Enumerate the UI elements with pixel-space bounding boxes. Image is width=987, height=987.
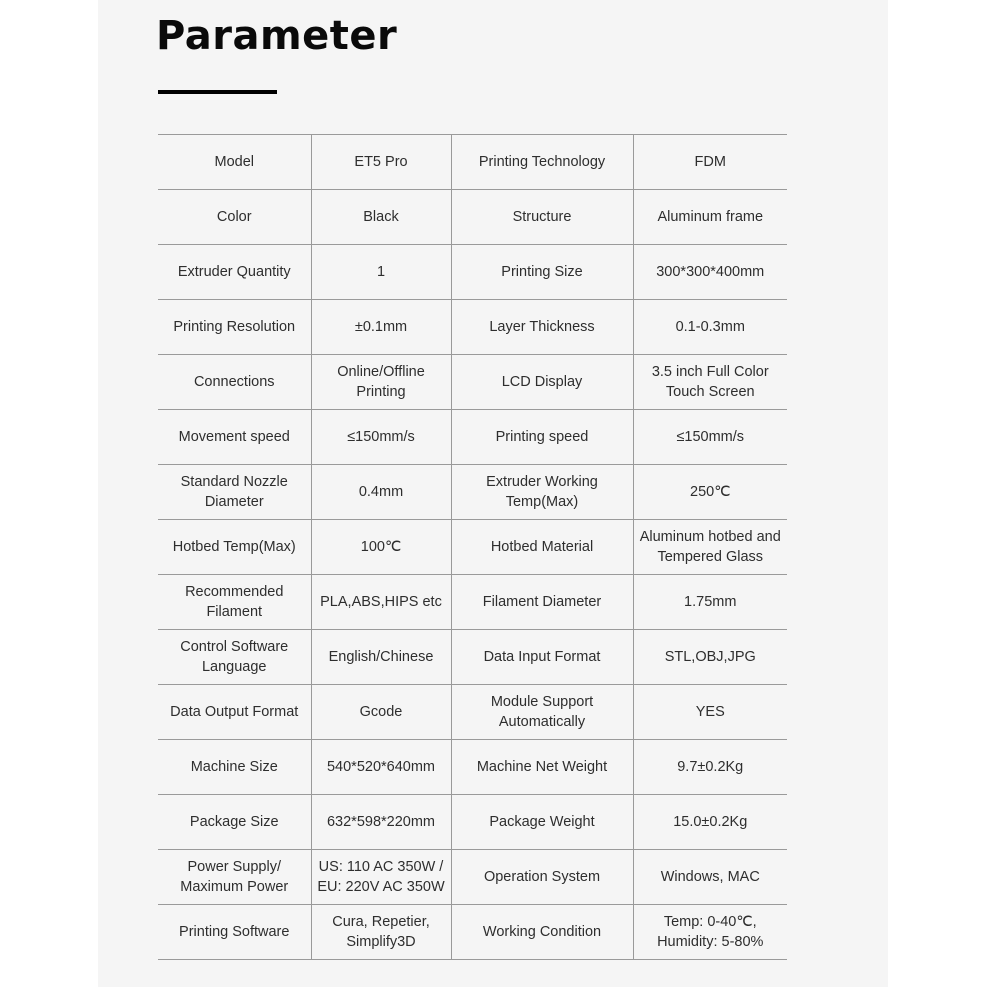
spec-label: Printing Resolution <box>158 300 311 355</box>
spec-label: Working Condition <box>451 905 633 960</box>
spec-value: YES <box>633 685 787 740</box>
spec-value: 3.5 inch Full Color Touch Screen <box>633 355 787 410</box>
spec-label: Movement speed <box>158 410 311 465</box>
table-row <box>158 575 787 630</box>
spec-value: ≤150mm/s <box>311 410 451 465</box>
table-row <box>158 465 787 520</box>
spec-label: Connections <box>158 355 311 410</box>
spec-label: Machine Size <box>158 740 311 795</box>
spec-label: Data Output Format <box>158 685 311 740</box>
parameter-table-body <box>158 135 787 960</box>
spec-value: 1 <box>311 245 451 300</box>
spec-label: Data Input Format <box>451 630 633 685</box>
spec-label: Color <box>158 190 311 245</box>
table-row <box>158 795 787 850</box>
spec-label: Printing speed <box>451 410 633 465</box>
spec-label: Standard Nozzle Diameter <box>158 465 311 520</box>
spec-label: LCD Display <box>451 355 633 410</box>
spec-label: Control Software Language <box>158 630 311 685</box>
spec-value: 100℃ <box>311 520 451 575</box>
spec-value: 250℃ <box>633 465 787 520</box>
spec-value: ±0.1mm <box>311 300 451 355</box>
spec-label: Package Weight <box>451 795 633 850</box>
table-row <box>158 740 787 795</box>
table-row <box>158 410 787 465</box>
page-title: Parameter <box>156 13 398 59</box>
parameter-table <box>158 134 787 960</box>
table-row <box>158 245 787 300</box>
table-row <box>158 905 787 960</box>
spec-label: Printing Size <box>451 245 633 300</box>
table-row <box>158 685 787 740</box>
spec-value: Windows, MAC <box>633 850 787 905</box>
spec-label: Structure <box>451 190 633 245</box>
spec-value: Gcode <box>311 685 451 740</box>
spec-label: Model <box>158 135 311 190</box>
spec-value: STL,OBJ,JPG <box>633 630 787 685</box>
spec-label: Power Supply/ Maximum Power <box>158 850 311 905</box>
spec-value: Aluminum frame <box>633 190 787 245</box>
spec-value: PLA,ABS,HIPS etc <box>311 575 451 630</box>
spec-value: US: 110 AC 350W / EU: 220V AC 350W <box>311 850 451 905</box>
spec-label: Hotbed Temp(Max) <box>158 520 311 575</box>
spec-value: 300*300*400mm <box>633 245 787 300</box>
spec-label: Machine Net Weight <box>451 740 633 795</box>
spec-value: FDM <box>633 135 787 190</box>
spec-label: Recommended Filament <box>158 575 311 630</box>
spec-value: Aluminum hotbed and Tempered Glass <box>633 520 787 575</box>
table-row <box>158 520 787 575</box>
table-row <box>158 135 787 190</box>
spec-label: Module Support Automatically <box>451 685 633 740</box>
spec-value: ≤150mm/s <box>633 410 787 465</box>
spec-label: Extruder Working Temp(Max) <box>451 465 633 520</box>
spec-label: Layer Thickness <box>451 300 633 355</box>
spec-value: Temp: 0-40℃, Humidity: 5-80% <box>633 905 787 960</box>
table-row <box>158 850 787 905</box>
spec-label: Extruder Quantity <box>158 245 311 300</box>
table-row <box>158 355 787 410</box>
spec-label: Printing Technology <box>451 135 633 190</box>
spec-value: 1.75mm <box>633 575 787 630</box>
spec-label: Printing Software <box>158 905 311 960</box>
spec-value: 0.1-0.3mm <box>633 300 787 355</box>
spec-value: 632*598*220mm <box>311 795 451 850</box>
title-underline <box>158 90 277 94</box>
spec-value: 0.4mm <box>311 465 451 520</box>
spec-label: Filament Diameter <box>451 575 633 630</box>
spec-value: 540*520*640mm <box>311 740 451 795</box>
spec-value: ET5 Pro <box>311 135 451 190</box>
spec-value: 9.7±0.2Kg <box>633 740 787 795</box>
spec-value: 15.0±0.2Kg <box>633 795 787 850</box>
table-row <box>158 300 787 355</box>
spec-value: Black <box>311 190 451 245</box>
spec-value: Cura, Repetier, Simplify3D <box>311 905 451 960</box>
spec-label: Package Size <box>158 795 311 850</box>
table-row <box>158 630 787 685</box>
spec-value: English/Chinese <box>311 630 451 685</box>
spec-label: Hotbed Material <box>451 520 633 575</box>
spec-label: Operation System <box>451 850 633 905</box>
table-row <box>158 190 787 245</box>
spec-value: Online/Offline Printing <box>311 355 451 410</box>
